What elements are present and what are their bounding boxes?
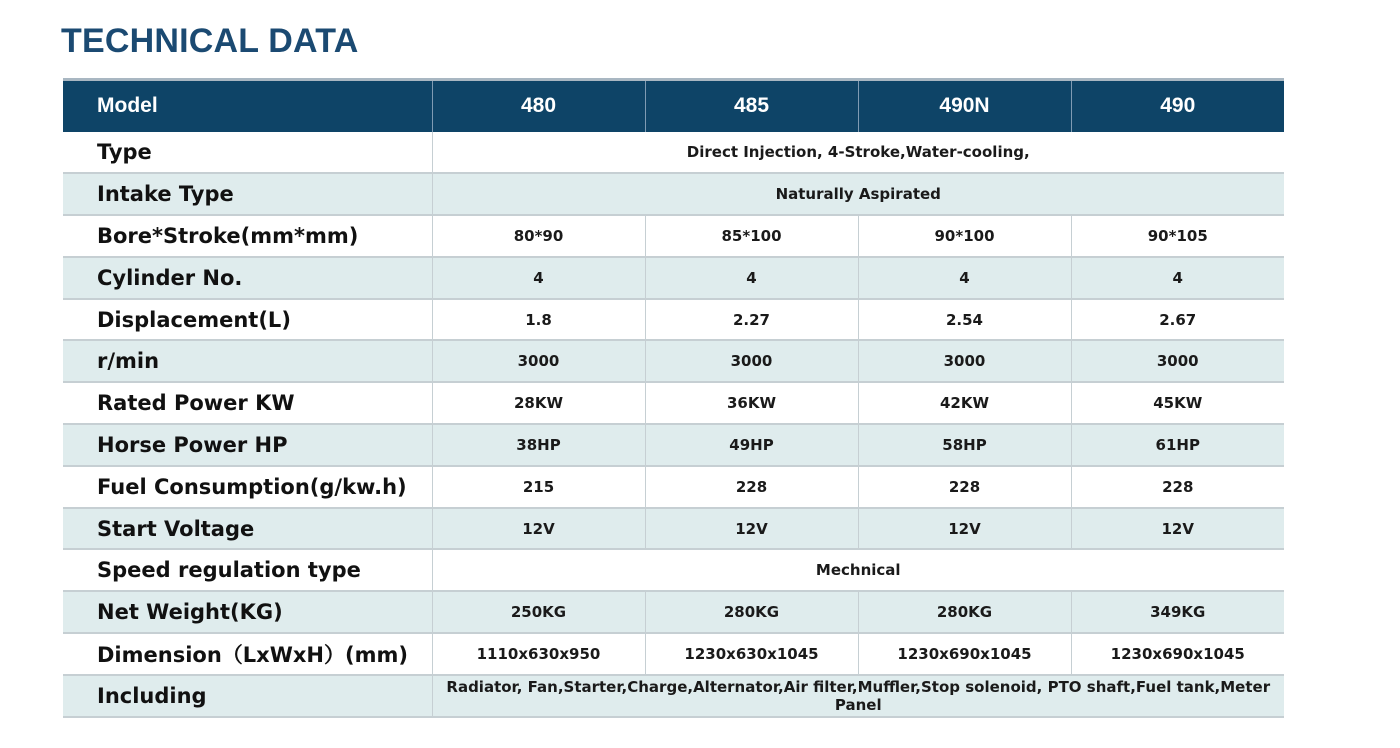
table-row <box>63 382 1284 424</box>
row-label: Net Weight(KG) <box>63 591 432 633</box>
row-value: 12V <box>858 508 1071 550</box>
row-label: Cylinder No. <box>63 257 432 299</box>
row-value: 1230x690x1045 <box>858 633 1071 675</box>
row-value-span: Naturally Aspirated <box>432 173 1284 215</box>
row-value-span: Direct Injection, 4-Stroke,Water-cooling, <box>432 132 1284 174</box>
table-row <box>63 591 1284 633</box>
table-row <box>63 340 1284 382</box>
row-value: 2.67 <box>1071 299 1284 341</box>
row-value: 12V <box>432 508 645 550</box>
row-value: 4 <box>645 257 858 299</box>
row-value: 61HP <box>1071 424 1284 466</box>
header-cell-485: 485 <box>645 80 858 132</box>
row-value: 90*100 <box>858 215 1071 257</box>
table-row <box>63 299 1284 341</box>
row-value: 80*90 <box>432 215 645 257</box>
row-label: Rated Power KW <box>63 382 432 424</box>
row-value: 58HP <box>858 424 1071 466</box>
row-value: 36KW <box>645 382 858 424</box>
row-label: Start Voltage <box>63 508 432 550</box>
row-value: 215 <box>432 466 645 508</box>
row-value: 1230x630x1045 <box>645 633 858 675</box>
table-row <box>63 549 1284 591</box>
technical-data-table <box>63 78 1284 718</box>
header-cell-490n: 490N <box>858 80 1071 132</box>
row-label: Type <box>63 132 432 174</box>
table-row <box>63 173 1284 215</box>
row-value: 1230x690x1045 <box>1071 633 1284 675</box>
table-row <box>63 132 1284 174</box>
row-value: 228 <box>858 466 1071 508</box>
table-row <box>63 257 1284 299</box>
row-value: 28KW <box>432 382 645 424</box>
row-value: 3000 <box>645 340 858 382</box>
header-cell-490: 490 <box>1071 80 1284 132</box>
table-row <box>63 633 1284 675</box>
header-cell-model: Model <box>63 80 432 132</box>
row-label: r/min <box>63 340 432 382</box>
row-value: 4 <box>858 257 1071 299</box>
row-label: Intake Type <box>63 173 432 215</box>
row-value: 228 <box>645 466 858 508</box>
row-label: Fuel Consumption(g/kw.h) <box>63 466 432 508</box>
row-value: 1110x630x950 <box>432 633 645 675</box>
row-value: 90*105 <box>1071 215 1284 257</box>
row-label: Including <box>63 675 432 717</box>
row-value: 3000 <box>432 340 645 382</box>
row-value: 12V <box>1071 508 1284 550</box>
row-value: 45KW <box>1071 382 1284 424</box>
row-value: 85*100 <box>645 215 858 257</box>
row-value: 38HP <box>432 424 645 466</box>
row-value: 49HP <box>645 424 858 466</box>
row-label: Horse Power HP <box>63 424 432 466</box>
row-value: 4 <box>1071 257 1284 299</box>
row-value: 2.27 <box>645 299 858 341</box>
table-row <box>63 424 1284 466</box>
table-row <box>63 508 1284 550</box>
header-cell-480: 480 <box>432 80 645 132</box>
row-value: 12V <box>645 508 858 550</box>
row-value: 250KG <box>432 591 645 633</box>
table-row <box>63 466 1284 508</box>
table-row <box>63 675 1284 717</box>
row-label: Dimension（LxWxH）(mm) <box>63 633 432 675</box>
row-value-span: Mechnical <box>432 549 1284 591</box>
row-value: 3000 <box>858 340 1071 382</box>
row-value: 2.54 <box>858 299 1071 341</box>
row-label: Speed regulation type <box>63 549 432 591</box>
row-value: 280KG <box>645 591 858 633</box>
row-label: Bore*Stroke(mm*mm) <box>63 215 432 257</box>
row-value: 4 <box>432 257 645 299</box>
table-header-row <box>63 80 1284 132</box>
row-value: 280KG <box>858 591 1071 633</box>
row-value: 3000 <box>1071 340 1284 382</box>
row-value: 349KG <box>1071 591 1284 633</box>
page-title: TECHNICAL DATA <box>61 22 359 60</box>
table-row <box>63 215 1284 257</box>
row-value: 228 <box>1071 466 1284 508</box>
row-value: 42KW <box>858 382 1071 424</box>
row-value-span: Radiator, Fan,Starter,Charge,Alternator,Air filter,Muffler,Stop solenoid, PTO shaft,Fuel tank,Meter Panel <box>432 675 1284 717</box>
row-label: Displacement(L) <box>63 299 432 341</box>
row-value: 1.8 <box>432 299 645 341</box>
